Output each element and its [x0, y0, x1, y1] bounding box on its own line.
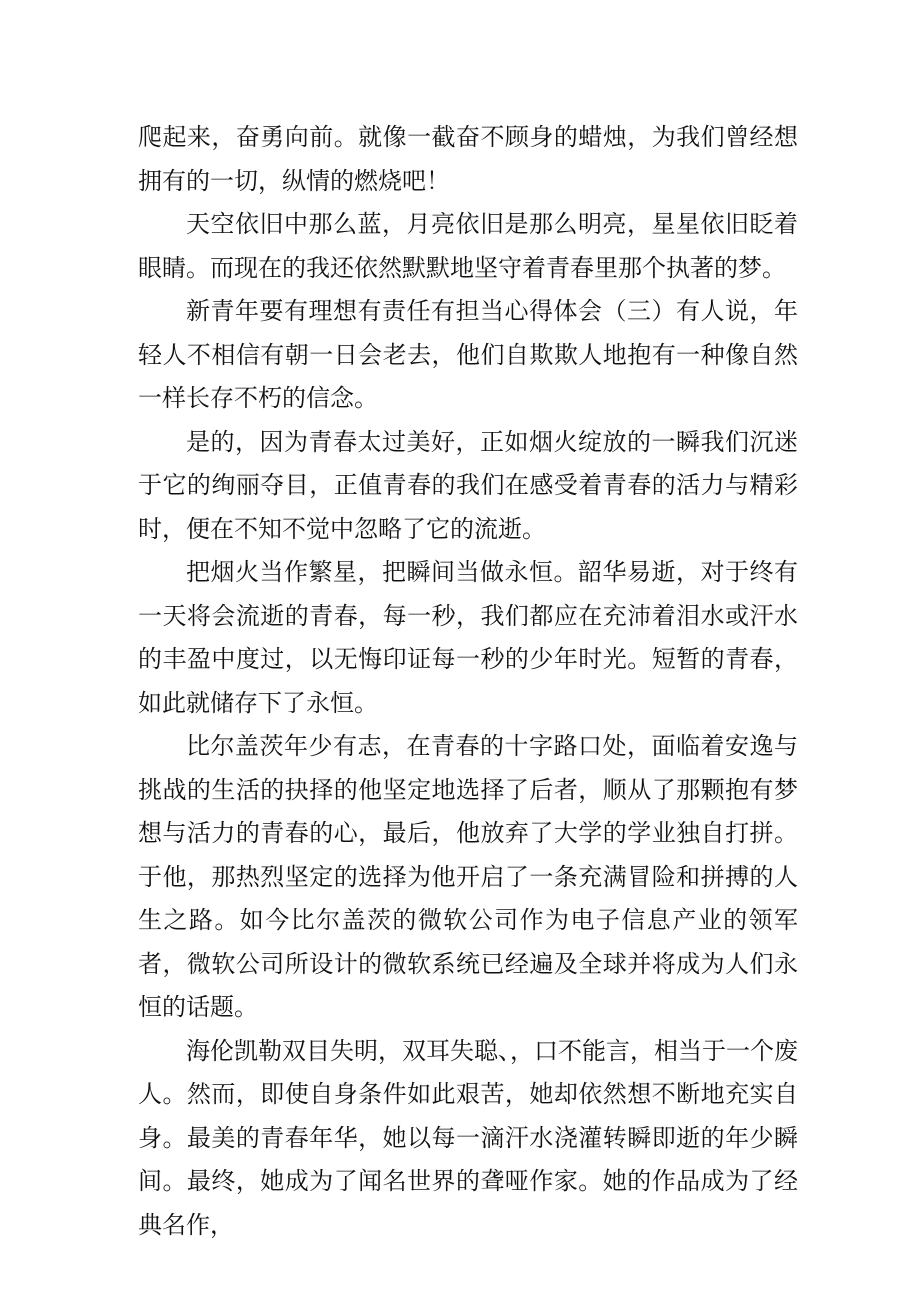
- paragraph: 把烟火当作繁星，把瞬间当做永恒。韶华易逝，对于终有一天将会流逝的青春，每一秒，我们都应在充沛着泪水或汗水的丰盈中度过，以无悔印证每一秒的少年时光。短暂的青春，如此就储存下了永恒。: [138, 558, 798, 717]
- paragraph: 海伦凯勒双目失明，双耳失聪、，口不能言，相当于一个废人。然而，即使自身条件如此艰苦，她却依然想不断地充实自身。最美的青春年华，她以每一滴汗水浇灌转瞬即逝的年少瞬间。最终，她成为了闻名世界的聋哑作家。她的作品成为了经典名作，: [138, 1036, 798, 1239]
- paragraph: 是的，因为青春太过美好，正如烟火绽放的一瞬我们沉迷于它的绚丽夺目，正值青春的我们在感受着青春的活力与精彩时，便在不知不觉中忽略了它的流逝。: [138, 427, 798, 543]
- paragraph: 新青年要有理想有责任有担当心得体会（三）有人说，年轻人不相信有朝一日会老去，他们自欺欺人地抱有一种像自然一样长存不朽的信念。: [138, 297, 798, 412]
- paragraph: 比尔盖茨年少有志，在青春的十字路口处，面临着安逸与挑战的生活的抉择的他坚定地选择了后者，顺从了那颗抱有梦想与活力的青春的心，最后，他放弃了大学的学业独自打拼。于他，那热烈坚定的选择为他开启了一条充满冒险和拼搏的人生之路。如今比尔盖茨的微软公司作为电子信息产业的领军者，微软公司所设计的微软系统已经遍及全球并将成为人们永恒的话题。: [138, 732, 798, 1021]
- paragraph: 天空依旧中那么蓝，月亮依旧是那么明亮，星星依旧眨着眼睛。而现在的我还依然默默地坚守着青春里那个执著的梦。: [138, 210, 798, 282]
- document-body: [138, 116, 798, 1247]
- paragraph-continuation: 爬起来，奋勇向前。就像一截奋不顾身的蜡烛，为我们曾经想拥有的一切，纵情的燃烧吧！: [138, 123, 798, 195]
